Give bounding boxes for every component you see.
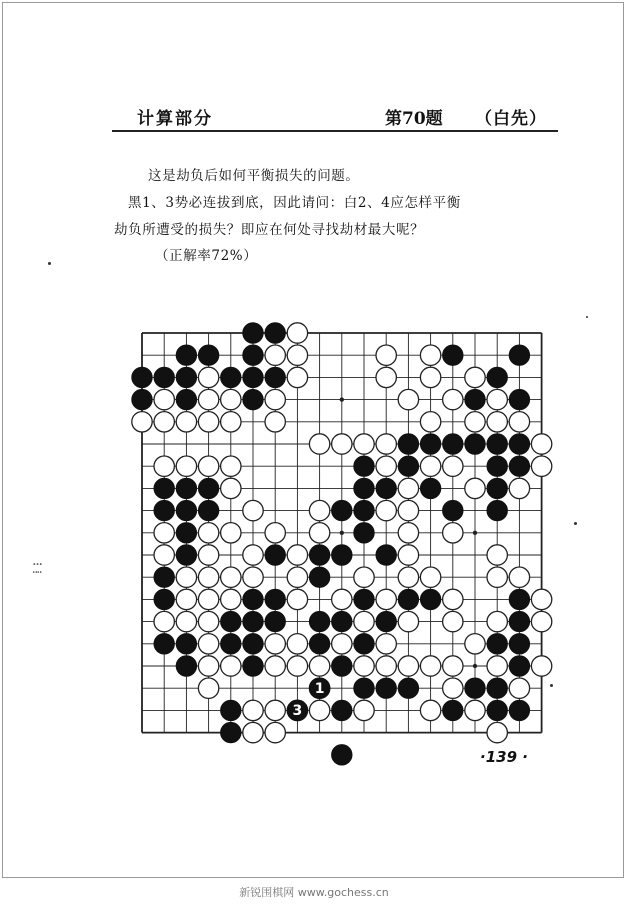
white-stone [154, 523, 174, 543]
white-stone [154, 456, 174, 476]
black-stone [465, 434, 485, 454]
white-stone [198, 567, 218, 587]
black-stone [420, 589, 440, 609]
black-stone [443, 500, 463, 520]
white-stone [287, 345, 307, 365]
black-stone [132, 389, 152, 409]
black-stone [221, 611, 241, 631]
black-stone [309, 634, 329, 654]
white-stone [265, 412, 285, 432]
white-stone [154, 389, 174, 409]
white-stone [287, 567, 307, 587]
move-number-label: 3 [292, 703, 303, 720]
white-stone [309, 434, 329, 454]
black-stone [509, 345, 529, 365]
black-stone [243, 634, 263, 654]
white-stone [376, 656, 396, 676]
black-stone [265, 589, 285, 609]
white-stone [487, 389, 507, 409]
white-stone [221, 456, 241, 476]
black-stone [376, 611, 396, 631]
white-stone [154, 611, 174, 631]
black-stone [332, 700, 352, 720]
move-number-label: 1 [314, 681, 325, 697]
black-stone [265, 611, 285, 631]
white-stone [531, 589, 551, 609]
white-stone [309, 523, 329, 543]
white-stone [376, 367, 396, 387]
white-stone [465, 478, 485, 498]
white-stone [176, 567, 196, 587]
white-stone [376, 589, 396, 609]
black-stone [132, 367, 152, 387]
black-stone [376, 545, 396, 565]
white-stone [176, 611, 196, 631]
white-stone [265, 389, 285, 409]
margin-scribble: ⁝ ⁞ [29, 562, 44, 574]
black-stone [487, 456, 507, 476]
white-stone [287, 323, 307, 343]
white-stone [154, 412, 174, 432]
black-stone [221, 634, 241, 654]
black-stone [354, 456, 374, 476]
black-stone [243, 611, 263, 631]
white-stone [531, 456, 551, 476]
black-stone [198, 500, 218, 520]
white-stone [443, 656, 463, 676]
white-stone [420, 656, 440, 676]
white-stone [332, 634, 352, 654]
white-stone [265, 700, 285, 720]
white-stone [221, 567, 241, 587]
black-stone [509, 456, 529, 476]
white-stone [531, 611, 551, 631]
black-stone [243, 323, 263, 343]
white-stone [420, 367, 440, 387]
white-stone [420, 345, 440, 365]
black-stone [332, 745, 352, 765]
white-stone [243, 700, 263, 720]
white-stone [354, 700, 374, 720]
white-stone [198, 678, 218, 698]
white-stone [509, 678, 529, 698]
white-stone [487, 567, 507, 587]
white-stone [221, 589, 241, 609]
white-stone [465, 700, 485, 720]
white-stone [221, 412, 241, 432]
print-speck [586, 316, 588, 318]
black-stone [198, 478, 218, 498]
star-point [340, 397, 344, 401]
white-stone [309, 656, 329, 676]
white-stone [332, 589, 352, 609]
black-stone [509, 589, 529, 609]
black-stone [420, 434, 440, 454]
white-stone [243, 500, 263, 520]
footer-watermark: 新锐围棋网 www.gochess.cn [239, 886, 389, 899]
page-number-value: 139 [485, 748, 518, 766]
white-stone [398, 478, 418, 498]
white-stone [509, 478, 529, 498]
white-stone [398, 611, 418, 631]
white-stone [465, 634, 485, 654]
problem-text-line-2: 黑1、3势必连拔到底，因此请问：白2、4应怎样平衡 [128, 195, 461, 211]
white-stone [265, 722, 285, 742]
black-stone [243, 656, 263, 676]
black-stone [443, 345, 463, 365]
black-stone [487, 500, 507, 520]
correct-rate: （正解率72%） [155, 248, 258, 264]
print-speck [550, 684, 553, 687]
black-stone [354, 678, 374, 698]
white-stone [287, 545, 307, 565]
white-stone [487, 412, 507, 432]
black-stone [487, 367, 507, 387]
black-stone [443, 700, 463, 720]
black-stone [221, 700, 241, 720]
black-stone [332, 656, 352, 676]
black-stone [420, 478, 440, 498]
white-stone [443, 611, 463, 631]
black-stone [398, 678, 418, 698]
problem-text-line-1: 这是劫负后如何平衡损失的问题。 [148, 168, 360, 184]
white-stone [398, 500, 418, 520]
white-stone [176, 412, 196, 432]
white-stone [420, 567, 440, 587]
black-stone [376, 478, 396, 498]
white-stone [376, 634, 396, 654]
black-stone [309, 567, 329, 587]
black-stone [465, 389, 485, 409]
black-stone [176, 389, 196, 409]
white-stone [198, 389, 218, 409]
black-stone [176, 478, 196, 498]
white-stone [354, 567, 374, 587]
problem-number: 第70题 [385, 109, 443, 129]
white-stone [265, 634, 285, 654]
black-stone [221, 367, 241, 387]
white-stone [398, 567, 418, 587]
white-stone [443, 678, 463, 698]
black-stone [509, 434, 529, 454]
black-stone [354, 589, 374, 609]
black-stone [332, 545, 352, 565]
white-stone [531, 656, 551, 676]
black-stone [487, 700, 507, 720]
black-stone [309, 611, 329, 631]
black-stone [154, 367, 174, 387]
black-stone [243, 389, 263, 409]
white-stone [287, 589, 307, 609]
black-stone [176, 345, 196, 365]
black-stone [176, 634, 196, 654]
print-speck [574, 522, 577, 525]
black-stone [176, 523, 196, 543]
white-stone [398, 523, 418, 543]
black-stone [354, 500, 374, 520]
white-stone [287, 367, 307, 387]
black-stone [398, 589, 418, 609]
white-stone [154, 545, 174, 565]
white-stone [354, 656, 374, 676]
black-stone [354, 634, 374, 654]
black-stone [376, 678, 396, 698]
black-stone [176, 500, 196, 520]
white-stone [176, 456, 196, 476]
white-stone [221, 656, 241, 676]
black-stone [509, 611, 529, 631]
white-stone [221, 389, 241, 409]
white-stone [354, 611, 374, 631]
white-stone [487, 611, 507, 631]
black-stone [398, 456, 418, 476]
white-stone [398, 545, 418, 565]
black-stone [154, 589, 174, 609]
print-speck [48, 262, 51, 265]
black-stone [243, 589, 263, 609]
black-stone [176, 367, 196, 387]
white-stone [198, 523, 218, 543]
white-stone [198, 611, 218, 631]
white-stone [531, 434, 551, 454]
black-stone [309, 545, 329, 565]
star-point [473, 664, 477, 668]
black-stone [198, 345, 218, 365]
white-stone [287, 656, 307, 676]
white-stone [198, 456, 218, 476]
white-stone [376, 434, 396, 454]
black-stone [509, 656, 529, 676]
black-stone [443, 434, 463, 454]
white-stone [309, 500, 329, 520]
white-stone [398, 656, 418, 676]
white-stone [376, 500, 396, 520]
black-stone [243, 345, 263, 365]
black-stone [176, 656, 196, 676]
white-stone [265, 523, 285, 543]
black-stone [265, 367, 285, 387]
white-stone [420, 456, 440, 476]
black-stone [243, 367, 263, 387]
white-stone [309, 700, 329, 720]
white-stone [287, 634, 307, 654]
white-stone [465, 367, 485, 387]
white-stone [420, 700, 440, 720]
white-stone [420, 412, 440, 432]
white-stone [509, 412, 529, 432]
black-stone [265, 545, 285, 565]
page-number: ·139 · [480, 748, 528, 766]
white-stone [265, 656, 285, 676]
white-stone [243, 545, 263, 565]
black-stone [509, 389, 529, 409]
white-stone [487, 656, 507, 676]
white-stone [443, 589, 463, 609]
white-stone [354, 434, 374, 454]
black-stone [265, 323, 285, 343]
star-point [473, 531, 477, 535]
white-stone [132, 412, 152, 432]
white-stone [443, 523, 463, 543]
white-stone [198, 545, 218, 565]
white-stone [176, 589, 196, 609]
white-stone [221, 478, 241, 498]
white-stone [198, 412, 218, 432]
black-stone [332, 611, 352, 631]
white-stone [509, 567, 529, 587]
white-stone [221, 523, 241, 543]
white-stone [376, 345, 396, 365]
black-stone [509, 634, 529, 654]
black-stone [221, 722, 241, 742]
black-stone [487, 678, 507, 698]
black-stone [487, 478, 507, 498]
white-stone [243, 567, 263, 587]
black-stone [154, 478, 174, 498]
side-to-move: （白先） [475, 109, 547, 129]
black-stone [154, 634, 174, 654]
black-stone [154, 567, 174, 587]
white-stone [376, 456, 396, 476]
star-point [340, 531, 344, 535]
white-stone [332, 434, 352, 454]
white-stone [198, 634, 218, 654]
black-stone [176, 545, 196, 565]
black-stone [354, 478, 374, 498]
white-stone [198, 656, 218, 676]
white-stone [265, 345, 285, 365]
section-title: 计算部分 [137, 109, 213, 129]
white-stone [198, 367, 218, 387]
white-stone [487, 545, 507, 565]
problem-text-line-3: 劫负所遭受的损失？即应在何处寻找劫材最大呢？ [114, 222, 425, 238]
white-stone [465, 412, 485, 432]
black-stone [332, 500, 352, 520]
white-stone [198, 589, 218, 609]
white-stone [243, 722, 263, 742]
white-stone [487, 722, 507, 742]
black-stone [465, 678, 485, 698]
black-stone [487, 634, 507, 654]
black-stone [354, 523, 374, 543]
black-stone [398, 434, 418, 454]
black-stone [154, 500, 174, 520]
black-stone [487, 434, 507, 454]
white-stone [398, 389, 418, 409]
white-stone [443, 456, 463, 476]
black-stone [509, 700, 529, 720]
white-stone [443, 389, 463, 409]
